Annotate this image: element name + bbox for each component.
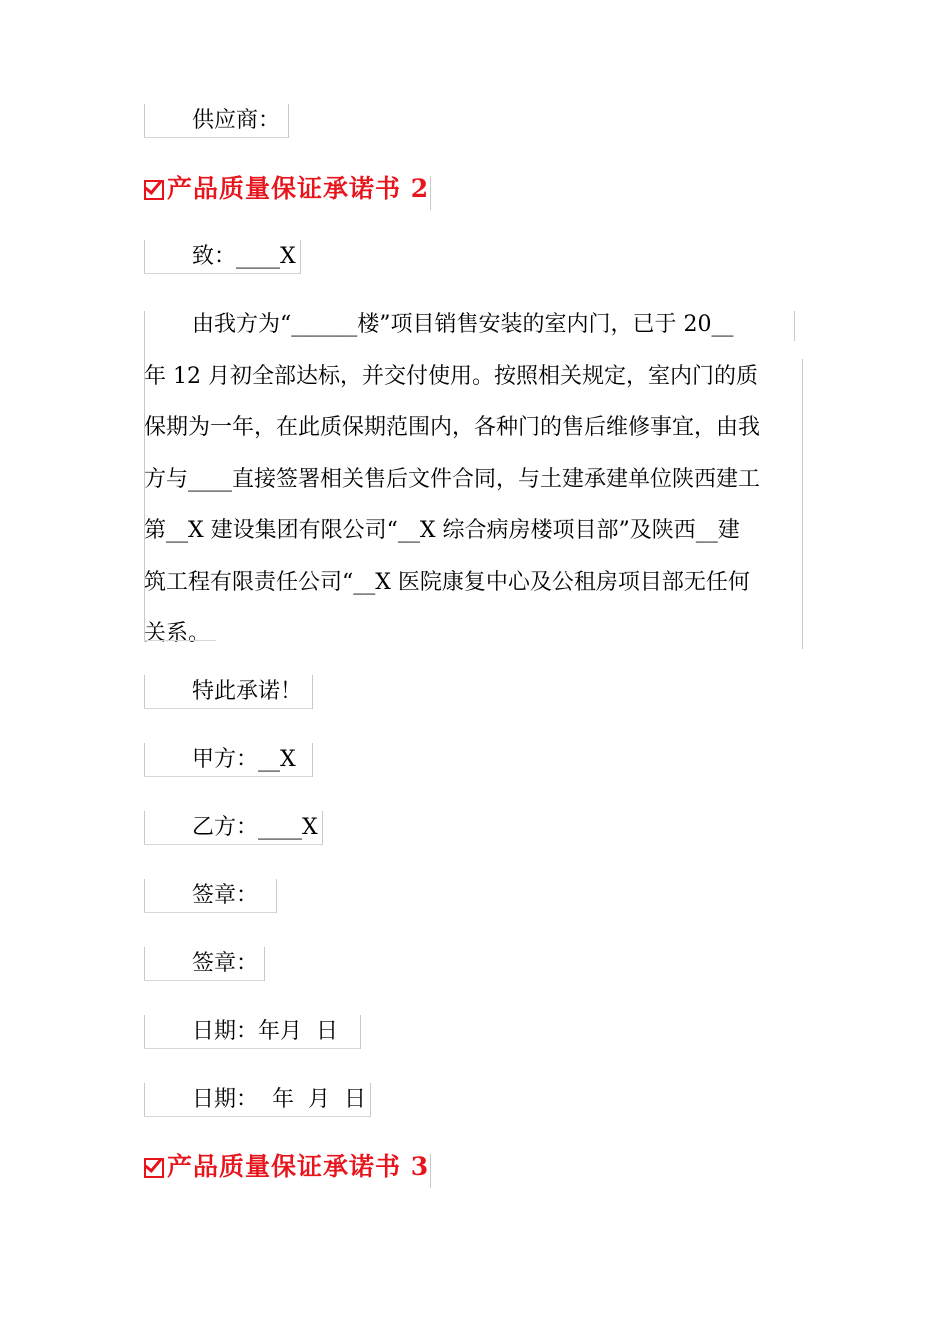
section-3-title: 产品质量保证承诺书 3 bbox=[167, 1152, 430, 1181]
party-a-line bbox=[144, 743, 296, 777]
section-2-heading bbox=[144, 172, 429, 206]
checkbox-checked-icon bbox=[144, 1158, 164, 1178]
body-line-7: 关系。 bbox=[144, 621, 211, 646]
body-line-4: 方与____直接签署相关售后文件合同，与土建承建单位陕西建工 bbox=[144, 466, 761, 492]
supplier-line bbox=[144, 104, 280, 138]
supplier-label: 供应商： bbox=[192, 108, 281, 133]
date-line-1 bbox=[144, 1015, 338, 1049]
seal-line-2 bbox=[144, 947, 258, 981]
body-paragraph bbox=[144, 299, 812, 660]
date-line-2 bbox=[144, 1083, 366, 1117]
closing-text: 特此承诺！ bbox=[192, 679, 303, 704]
seal-text-2: 签章： bbox=[192, 951, 259, 976]
section-3-heading bbox=[144, 1150, 429, 1184]
section-2-heading-mark bbox=[430, 176, 431, 210]
checkbox-checked-icon bbox=[144, 180, 164, 200]
party-b-text: 乙方：____X bbox=[192, 815, 318, 840]
seal-text-1: 签章： bbox=[192, 883, 259, 908]
section-3-heading-mark bbox=[430, 1154, 431, 1188]
body-line-3: 保期为一年，在此质保期范围内，各种门的售后维修事宜，由我 bbox=[144, 415, 761, 440]
date-text-1: 日期：年月 日 bbox=[192, 1019, 338, 1044]
to-line bbox=[144, 240, 296, 274]
body-line-1: 由我方为“______楼”项目销售安装的室内门，已于 20__ bbox=[192, 312, 734, 337]
party-a-text: 甲方：__X bbox=[192, 747, 296, 772]
to-text: 致：____X bbox=[192, 244, 296, 269]
body-line-5: 第__X 建设集团有限公司“__X 综合病房楼项目部”及陕西__建 bbox=[144, 518, 740, 543]
party-b-line bbox=[144, 811, 318, 845]
section-2-title: 产品质量保证承诺书 2 bbox=[167, 174, 430, 203]
closing-line bbox=[144, 675, 302, 709]
body-line-2: 年 12 月初全部达标，并交付使用。按照相关规定，室内门的质 bbox=[144, 363, 758, 389]
date-text-2: 日期： 年 月 日 bbox=[192, 1087, 366, 1112]
body-line-6: 筑工程有限责任公司“__X 医院康复中心及公租房项目部无任何 bbox=[144, 569, 750, 595]
seal-line-1 bbox=[144, 879, 258, 913]
